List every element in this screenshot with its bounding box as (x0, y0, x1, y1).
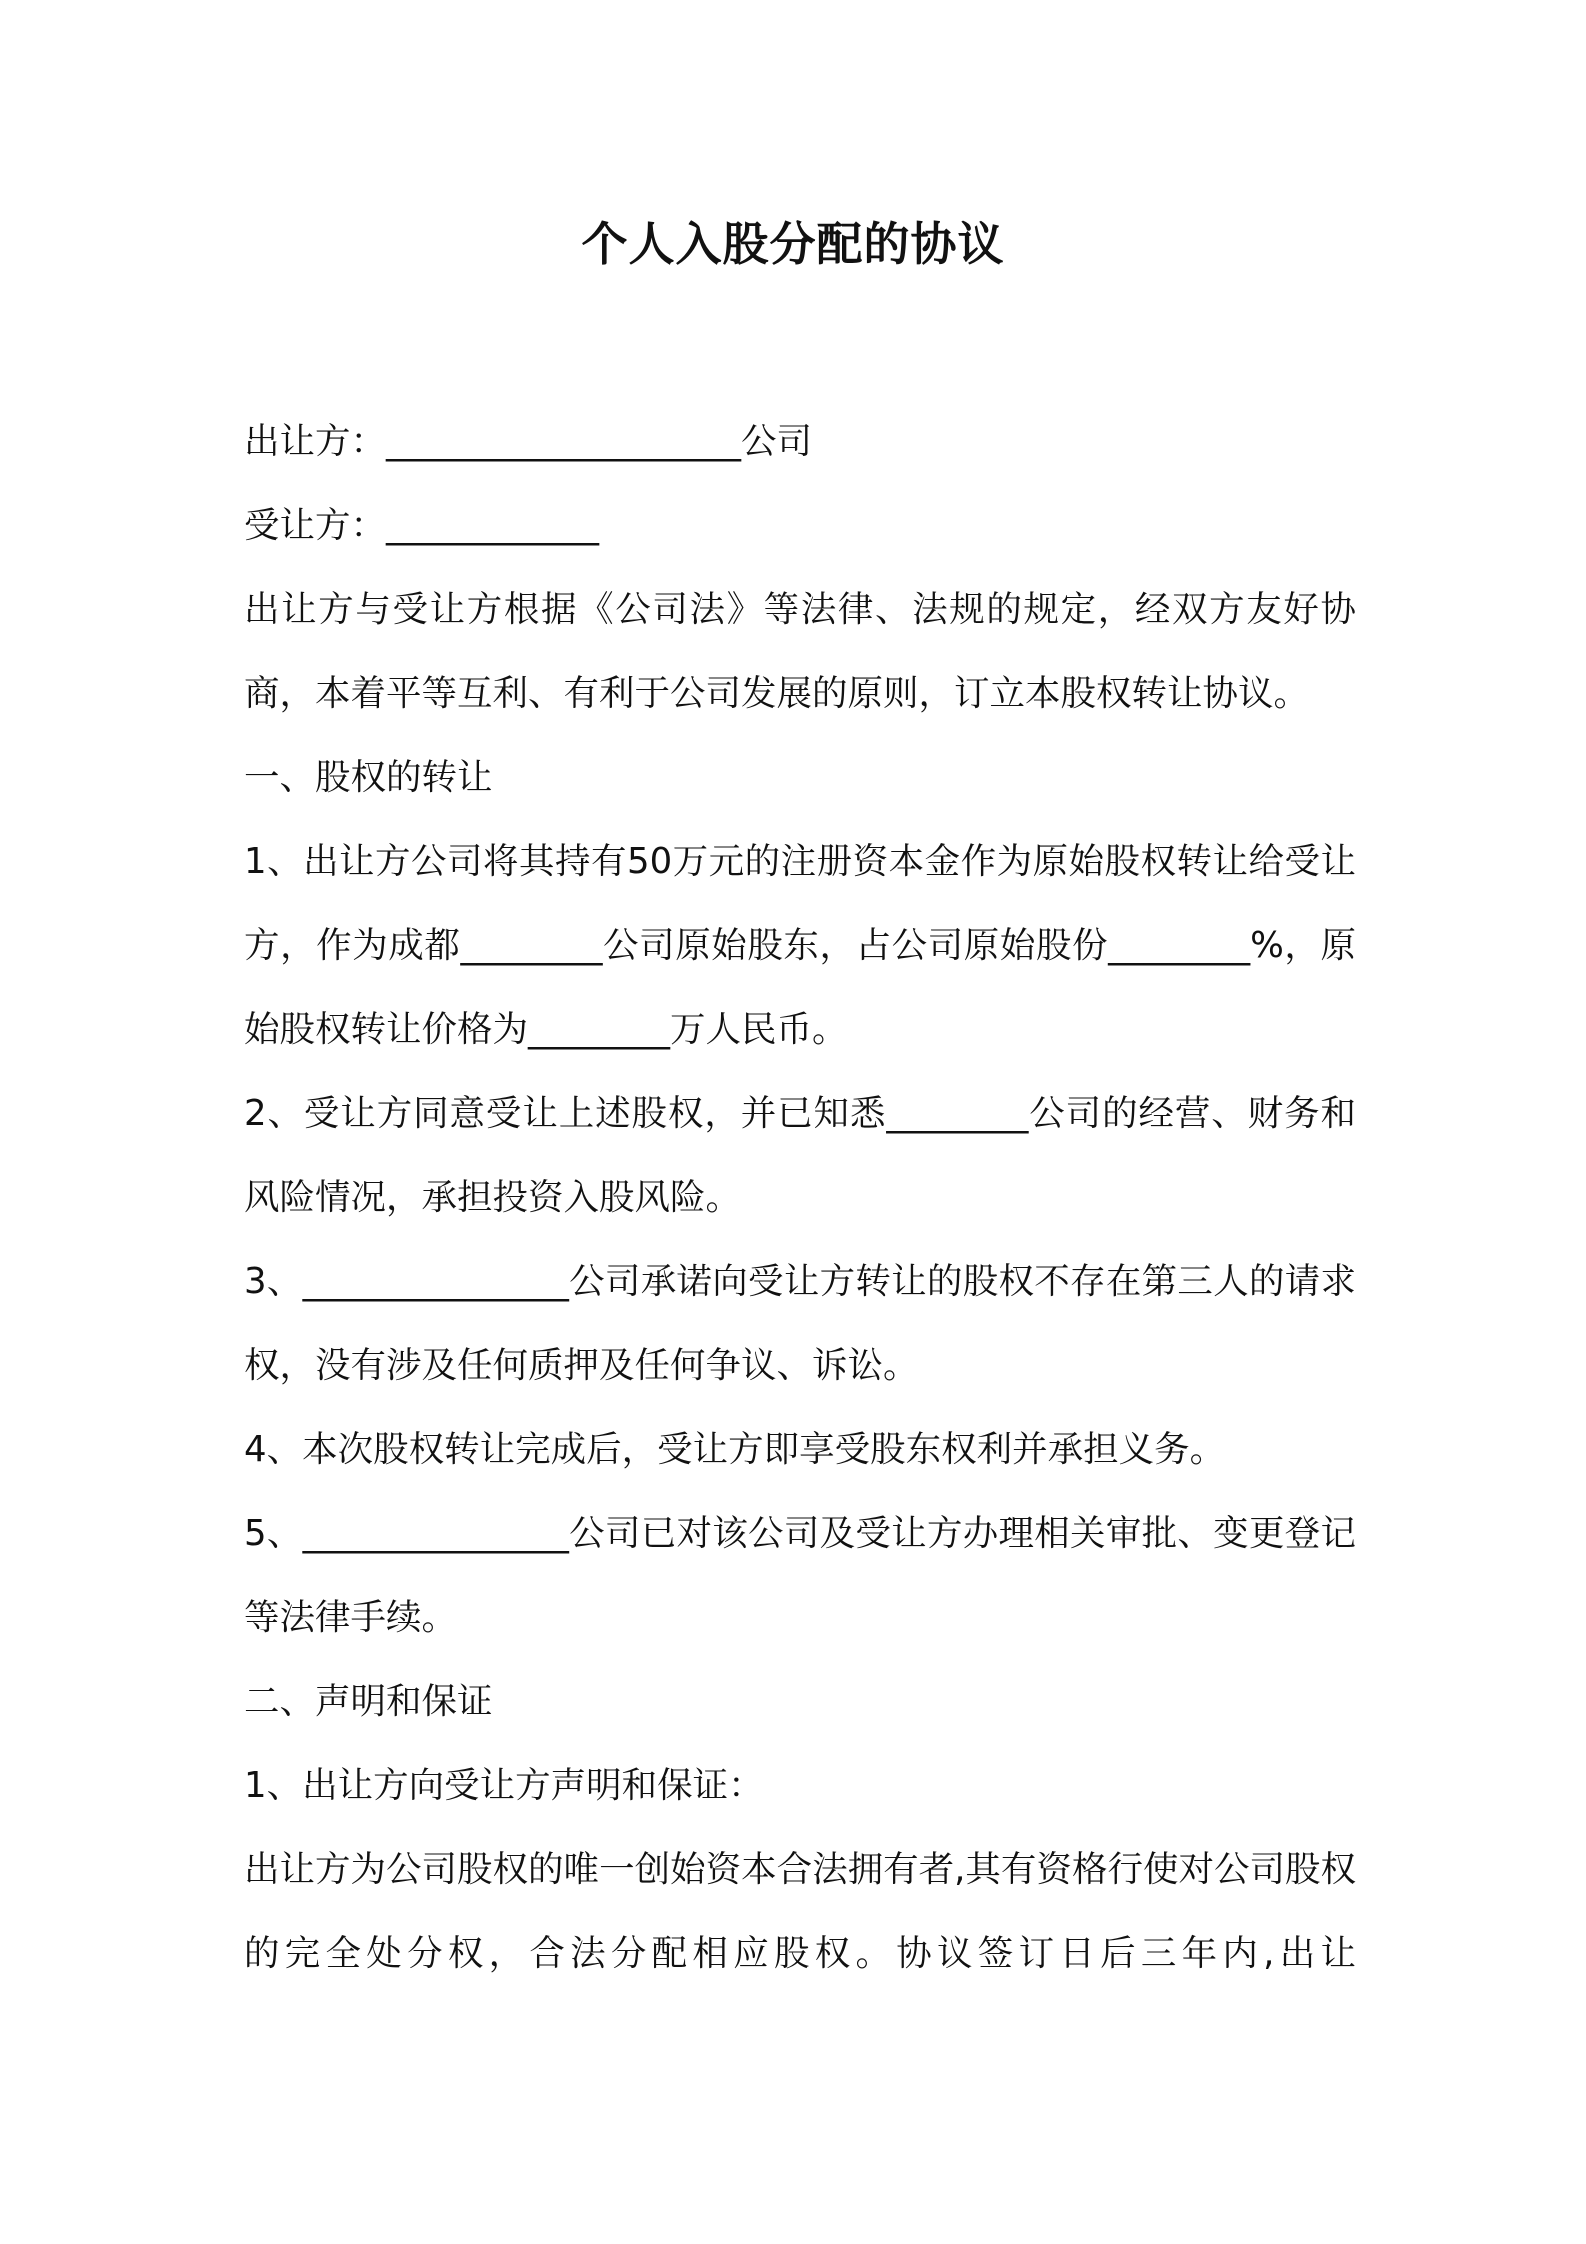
warranty-paragraph: 出让方为公司股权的唯一创始资本合法拥有者,其有资格行使对公司股权的完全处分权，合法分配相应股权。协议签订日后三年内,出让 (244, 1849, 1356, 1974)
clause-1-5: 5、_______________公司已对该公司及受让方办理相关审批、变更登记等法律手续。 (244, 1513, 1356, 1638)
document-title: 个人入股分配的协议 (581, 217, 1005, 271)
clause-1-2: 2、受让方同意受让上述股权，并已知悉________公司的经营、财务和风险情况，承担投资入股风险。 (244, 1093, 1356, 1218)
clause-1-3: 3、_______________公司承诺向受让方转让的股权不存在第三人的请求权，没有涉及任何质押及任何争议、诉讼。 (244, 1261, 1356, 1386)
transferor-line: 出让方：____________________公司 (244, 421, 813, 462)
section-heading-warranties: 二、声明和保证 (244, 1681, 493, 1722)
clause-1-4: 4、本次股权转让完成后，受让方即享受股东权利并承担义务。 (244, 1429, 1226, 1470)
preamble-paragraph: 出让方与受让方根据《公司法》等法律、法规的规定，经双方友好协商，本着平等互利、有利于公司发展的原则，订立本股权转让协议。 (244, 589, 1356, 714)
document-body (244, 400, 1356, 1996)
section-heading-transfer: 一、股权的转让 (244, 757, 493, 798)
clause-1-1: 1、出让方公司将其持有50万元的注册资本金作为原始股权转让给受让方，作为成都________公司原始股东，占公司原始股份________%，原始股权转让价格为________万人民币。 (244, 841, 1356, 1050)
clause-2-1: 1、出让方向受让方声明和保证： (244, 1765, 764, 1806)
transferee-line: 受让方：____________ (244, 505, 600, 546)
